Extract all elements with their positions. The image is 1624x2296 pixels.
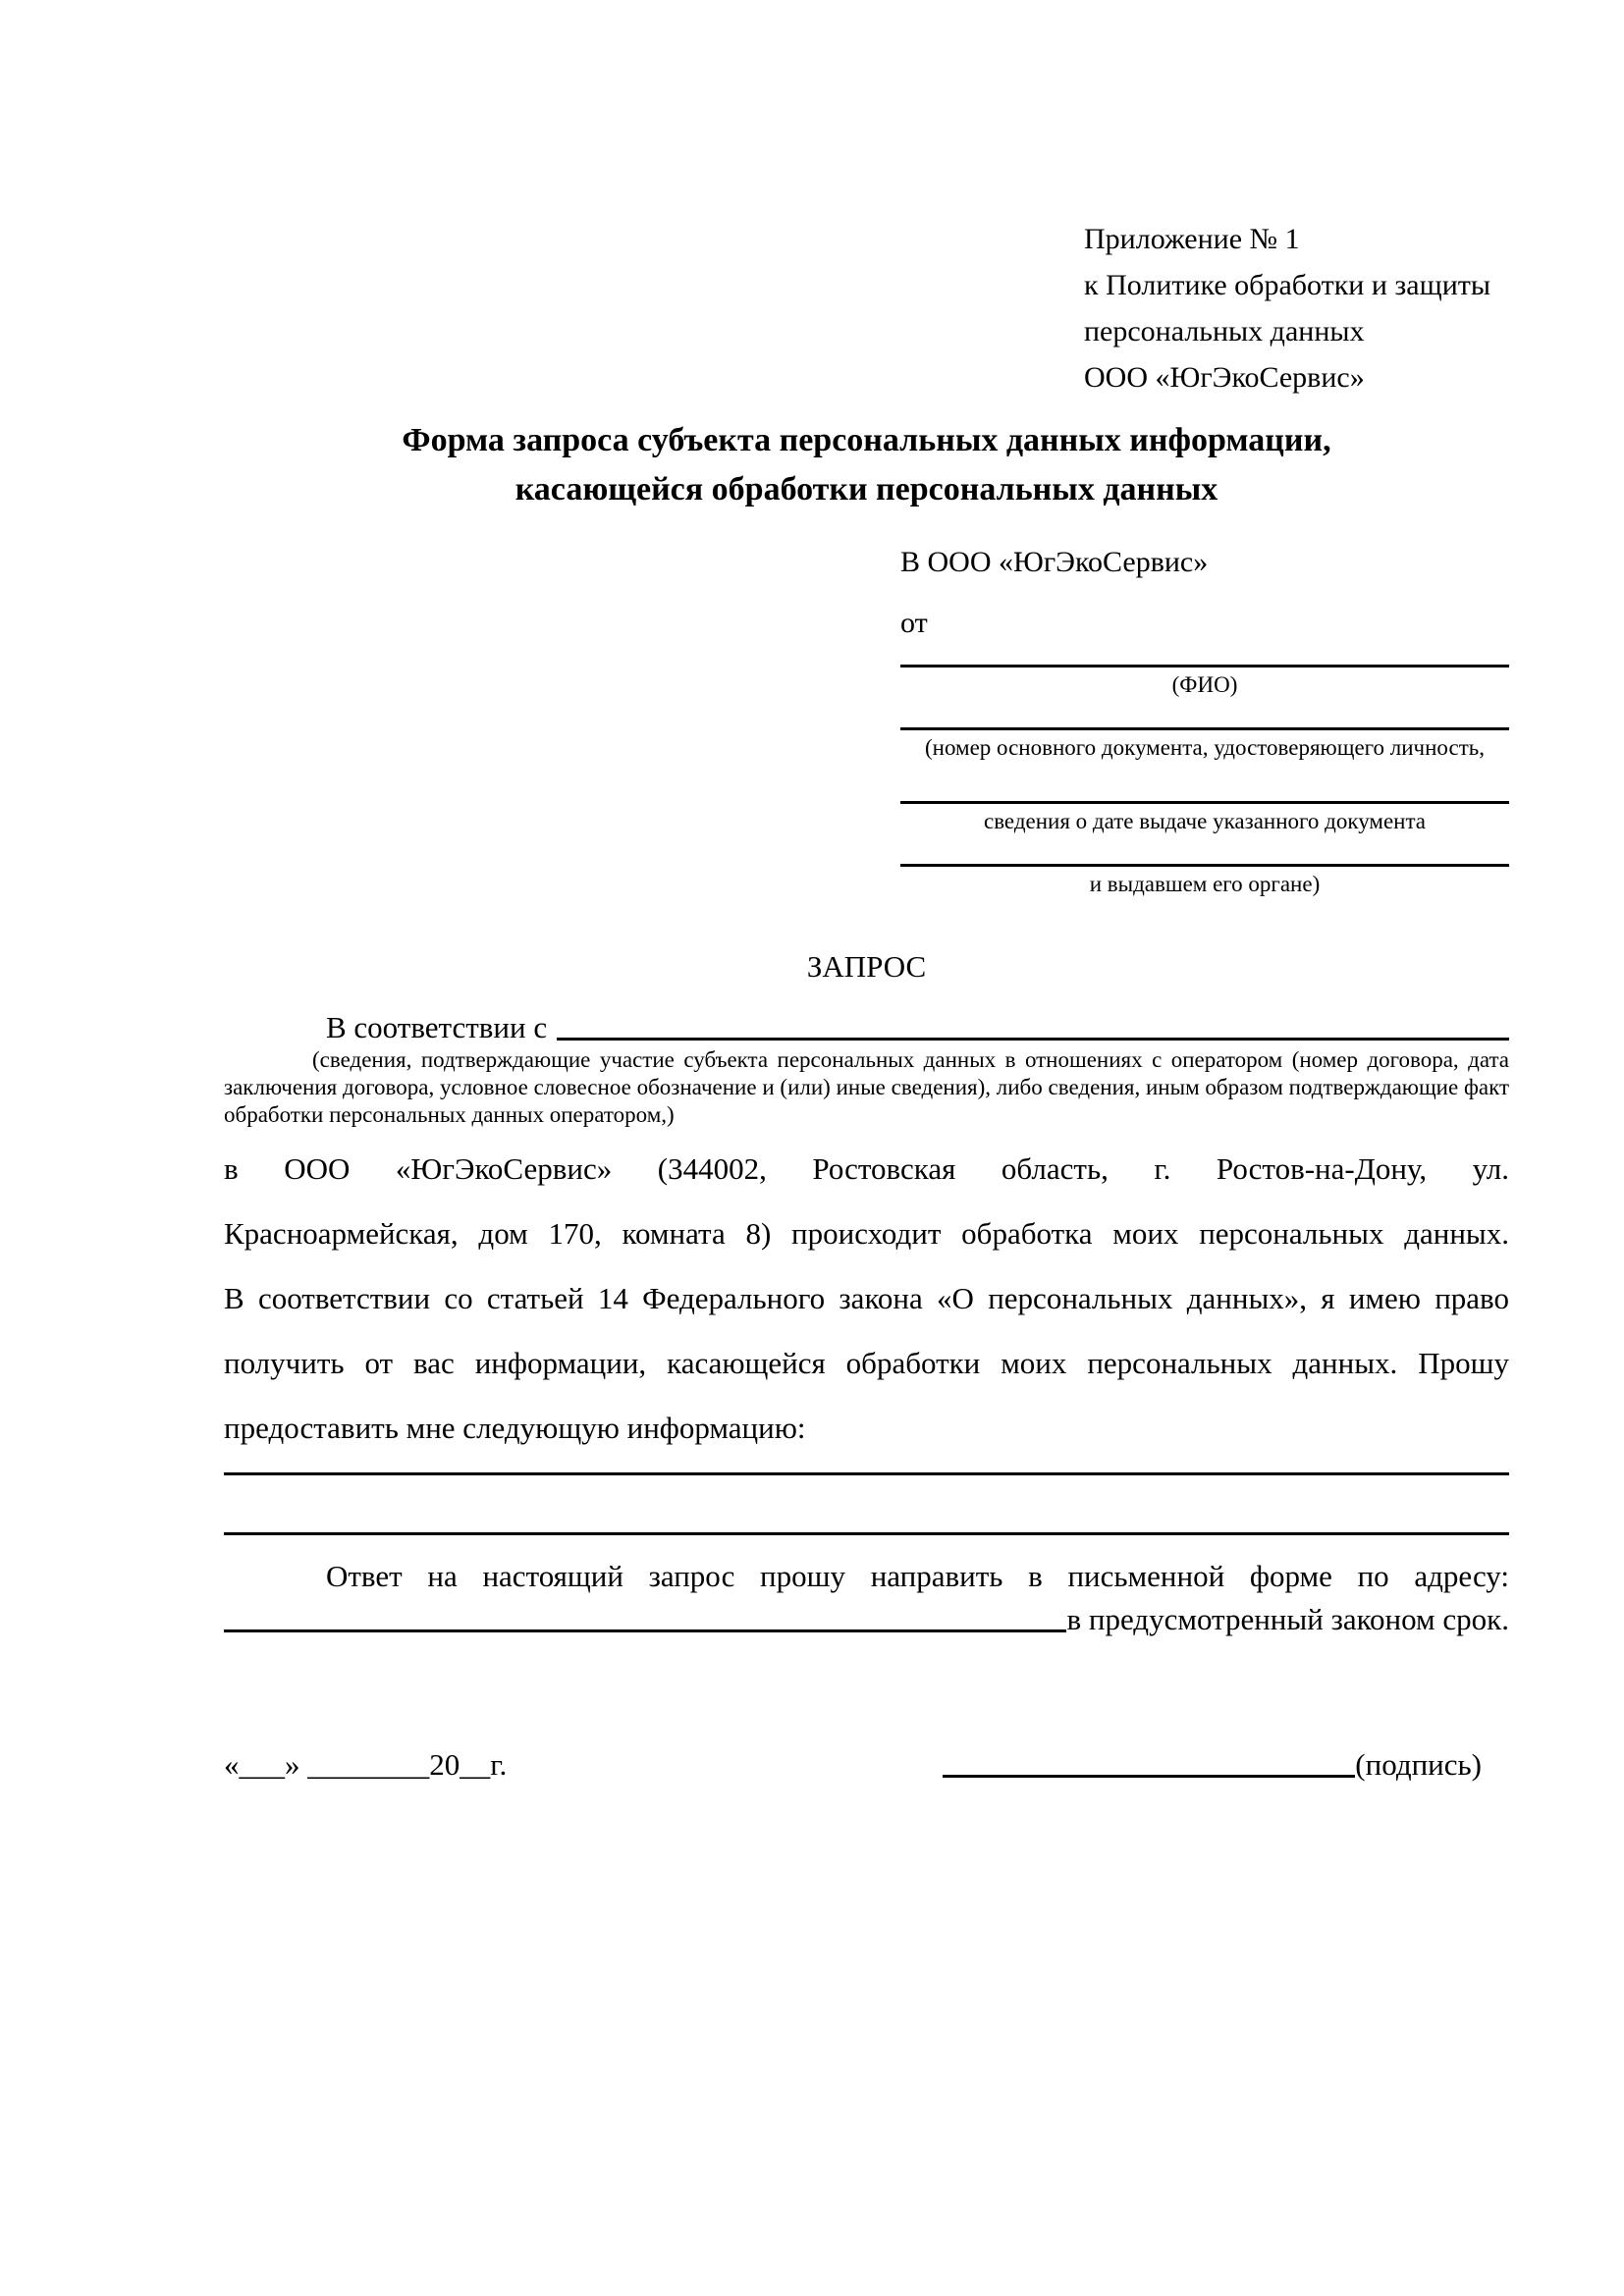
intro-footnote (224, 1046, 1509, 1129)
title-line: Форма запроса субъекта персональных данных информации, (402, 422, 1331, 458)
paragraph-line: в ООО «ЮгЭкоСервис» (344002, Ростовская область, г. Ростов-на-Дону, ул. (224, 1151, 1509, 1186)
fio-caption: (ФИО) (1171, 672, 1238, 697)
title-line: касающейся обработки персональных данных (514, 471, 1218, 507)
paragraph-line: получить от вас информации, касающейся обработки моих персональных данных. Прошу (224, 1346, 1509, 1380)
issue-date-blank-line (900, 801, 1509, 804)
request-heading: ЗАПРОС (806, 949, 927, 984)
date-line: «___» ________20__г. (224, 1747, 508, 1782)
info-blank-line-2 (224, 1532, 1509, 1535)
footnote-line: заключения договора, условное словесное обозначение и (или) иные сведения), либо сведения, иным образом подтверждающие факт (224, 1075, 1509, 1099)
issuer-caption: и выдавшем его органе) (1089, 872, 1321, 896)
annex-line: Приложение № 1 (1084, 223, 1300, 255)
paragraph-line: В соответствии со статьей 14 Федерального закона «О персональных данных», я имею право (224, 1281, 1509, 1315)
id-doc-caption: (номер основного документа, удостоверяющего личность, (924, 735, 1485, 760)
paragraph-line: предоставить мне следующую информацию: (224, 1411, 806, 1445)
intro-sentence (224, 1010, 1509, 1045)
address-blank-line (224, 1629, 1066, 1632)
reply-deadline-text: в предусмотренный законом срок. (1066, 1602, 1509, 1636)
intro-prefix: В соответствии с (326, 1010, 548, 1044)
id-doc-blank-line (900, 727, 1509, 730)
annex-block (1084, 216, 1490, 400)
signature-caption: (подпись) (1355, 1747, 1482, 1782)
issue-date-caption: сведения о дате выдаче указанного документа (983, 809, 1427, 833)
body-paragraph (224, 1137, 1509, 1461)
signature-blank-line (943, 1775, 1355, 1778)
annex-line: к Политике обработки и защиты (1084, 269, 1491, 301)
date-signature-row (224, 1747, 1509, 1783)
reply-address-row (224, 1602, 1509, 1637)
fio-blank-line (900, 665, 1509, 667)
footnote-line: (сведения, подтверждающие участие субъекта персональных данных в отношениях с оператором (номер договора, дата (312, 1047, 1509, 1072)
reply-request-sentence: Ответ на настоящий запрос прошу направить в письменной форме по адресу: (326, 1559, 1509, 1593)
annex-line: персональных данных (1084, 315, 1365, 347)
issuer-blank-line (900, 864, 1509, 867)
basis-blank-line (557, 1038, 1509, 1041)
footnote-line: обработки персональных данных оператором,) (224, 1102, 675, 1127)
addressee-org: В ООО «ЮгЭкоСервис» (900, 546, 1209, 578)
paragraph-line: Красноармейская, дом 170, комната 8) происходит обработка моих персональных данных. (224, 1216, 1509, 1251)
document-title (224, 416, 1509, 514)
from-label: от (900, 607, 928, 639)
info-blank-line-1 (224, 1472, 1509, 1475)
signature-block (943, 1747, 1482, 1783)
annex-line: ООО «ЮгЭкоСервис» (1084, 361, 1365, 394)
